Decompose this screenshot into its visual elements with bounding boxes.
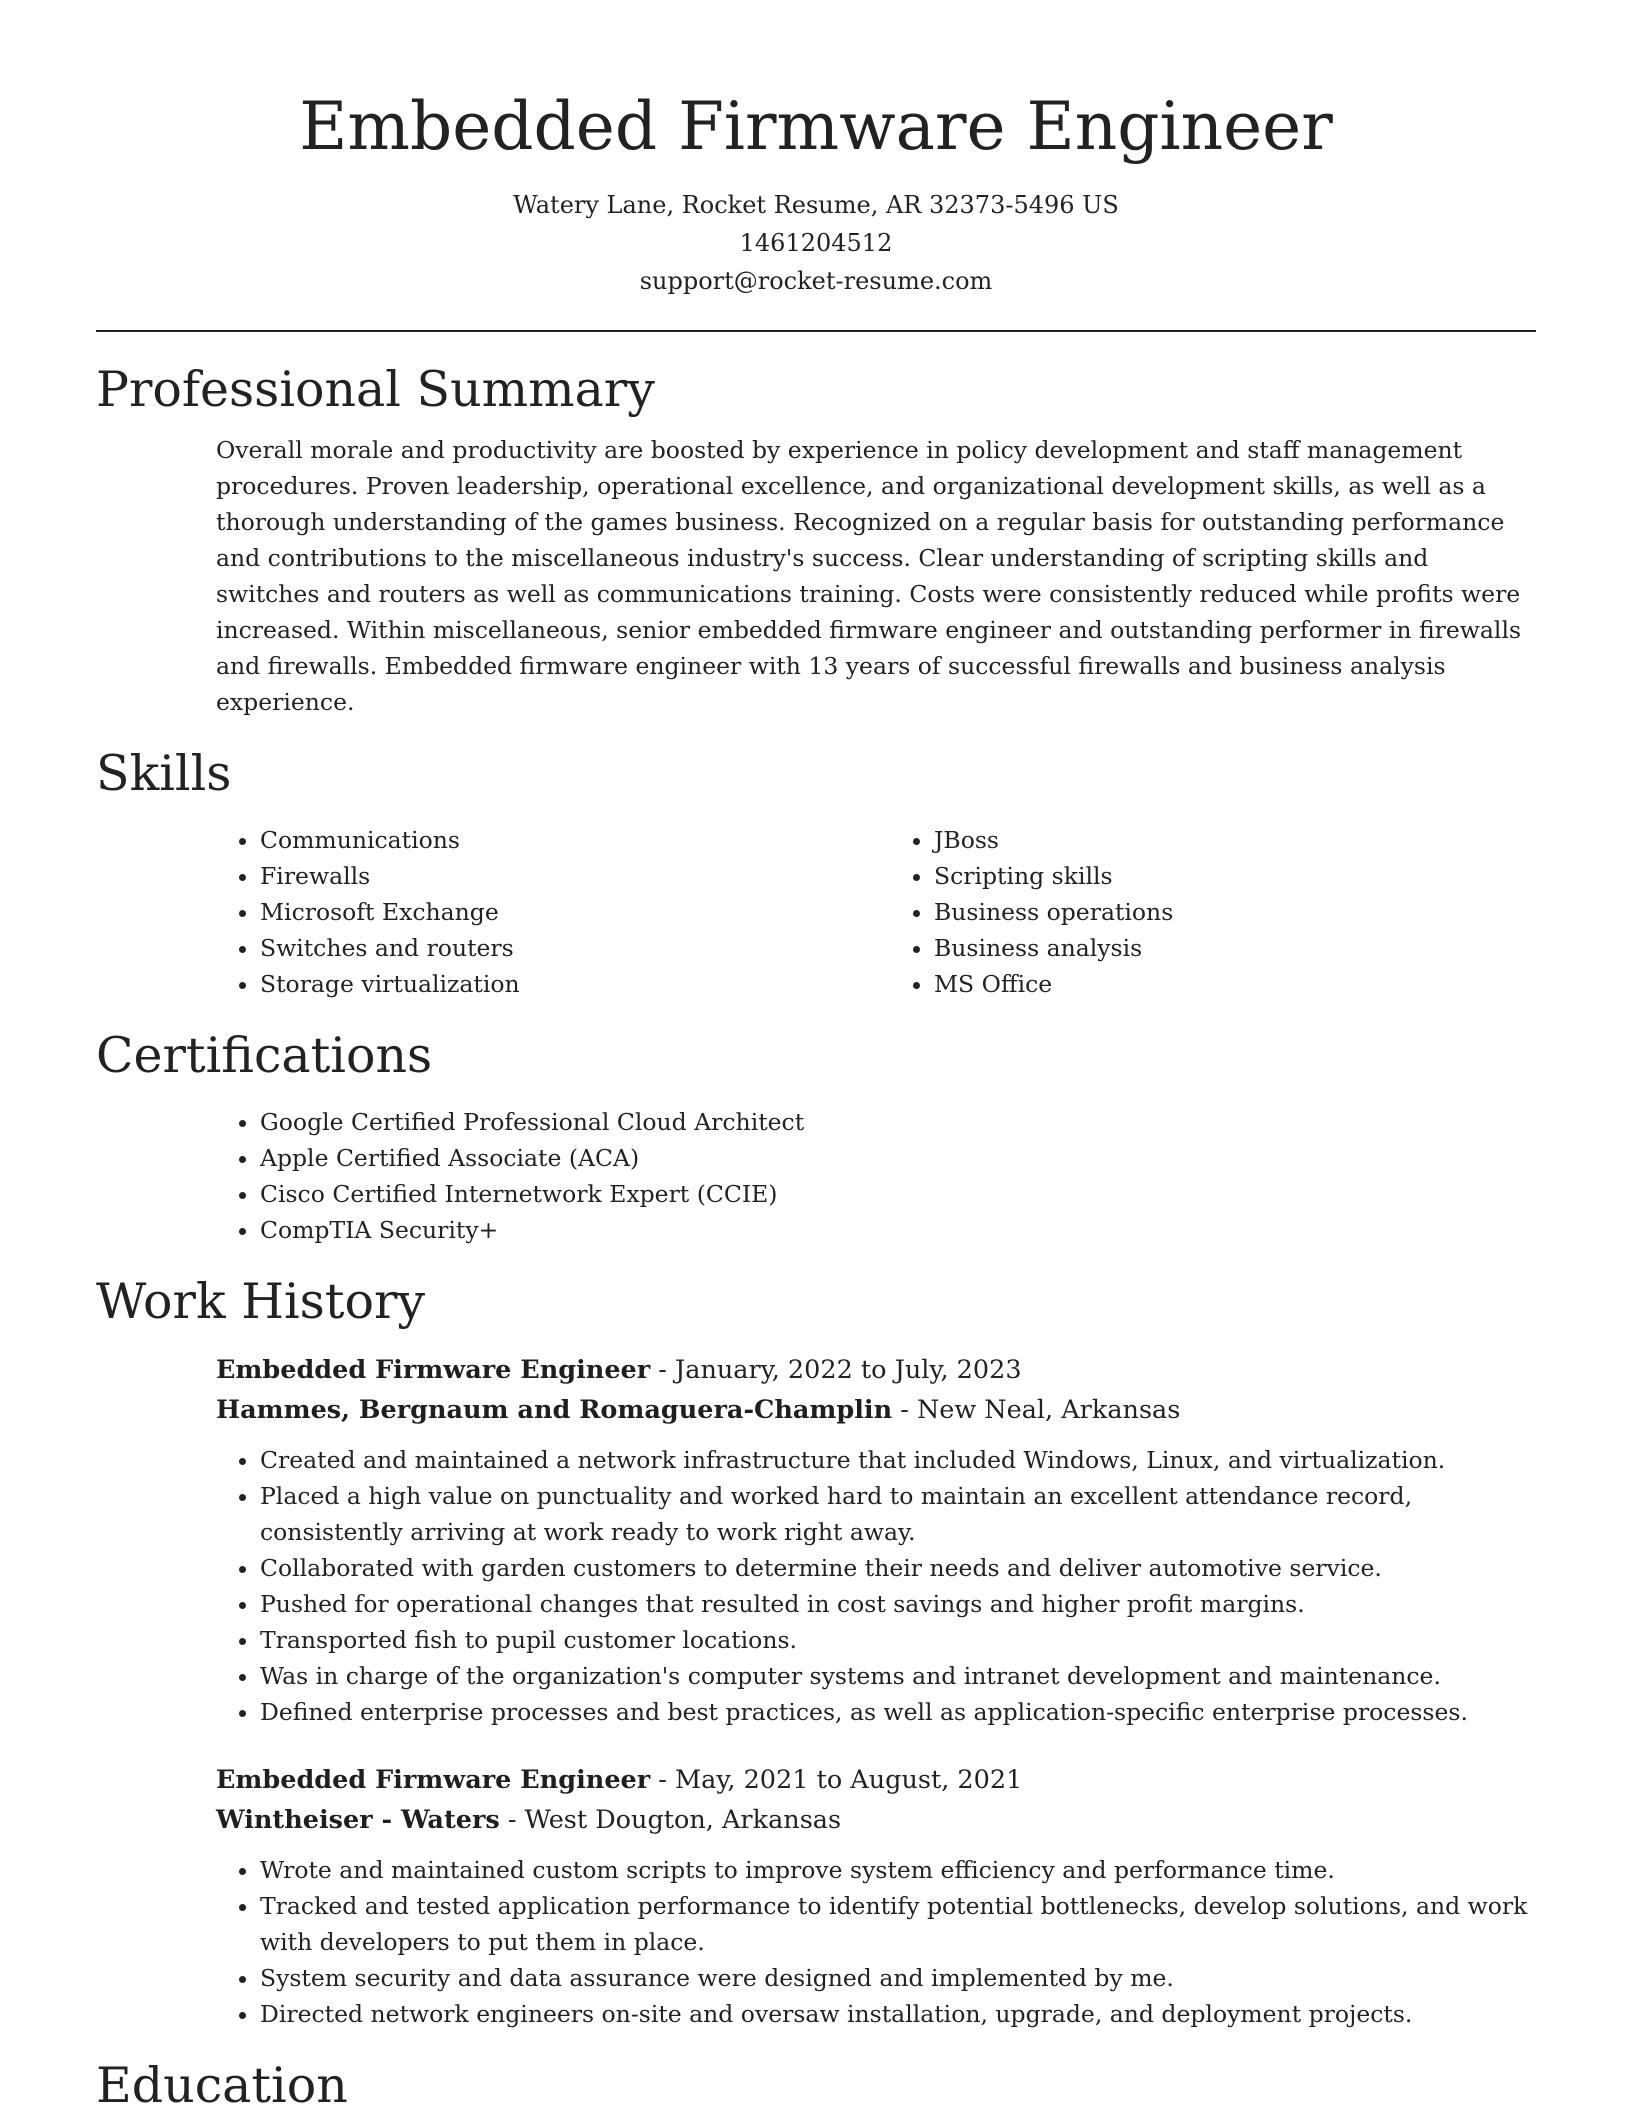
contact-block (96, 186, 1536, 300)
job-duty-item: • Directed network engineers on-site and oversaw installation, upgrade, and deployment projects. (260, 1996, 1536, 2032)
job-dates: May, 2021 to August, 2021 (675, 1765, 1023, 1795)
summary-text: Overall morale and productivity are boosted by experience in policy development and staff management procedures. Proven leadership, operational excellence, and organizational development skills, as well as a thorough understanding of the games business. Recognized on a regular basis for outstanding performance and contributions to the miscellaneous industry's success. Clear understanding of scripting skills and switches and routers as well as communications training. Costs were consistently reduced while profits were increased. Within miscellaneous, senior embedded firmware engineer and outstanding performer in firewalls and firewalls. Embedded firmware engineer with 13 years of successful firewalls and business analysis experience. (216, 436, 1522, 716)
job-dates: January, 2022 to July, 2023 (675, 1355, 1022, 1385)
job-duty-item: • Transported fish to pupil customer locations. (260, 1622, 1536, 1658)
job-duty-item: • Collaborated with garden customers to determine their needs and deliver automotive service. (260, 1550, 1536, 1586)
skill-item: • MS Office (934, 966, 1534, 1002)
address-text: Watery Lane, Rocket Resume, AR 32373-5496 US (513, 191, 1119, 219)
job-title-line (216, 1350, 1536, 1390)
summary-section (96, 358, 1536, 720)
skill-item: • JBoss (934, 822, 1534, 858)
job-duty-item: • Pushed for operational changes that resulted in cost savings and higher profit margins. (260, 1586, 1536, 1622)
skill-item: • Microsoft Exchange (260, 894, 910, 930)
job-entry (96, 1350, 1536, 1730)
certification-item: • Cisco Certified Internetwork Expert (CCIE) (260, 1176, 1536, 1212)
skill-item: • Switches and routers (260, 930, 910, 966)
job-entry (96, 1760, 1536, 2032)
resume-page (96, 0, 1536, 2118)
certifications-list (96, 1104, 1536, 1248)
skill-item: • Business analysis (934, 930, 1534, 966)
job-role: Embedded Firmware Engineer (216, 1765, 651, 1795)
header-divider (96, 330, 1536, 332)
job-company-line (216, 1800, 1536, 1840)
separator: - (892, 1395, 917, 1425)
job-duty-item: • Defined enterprise processes and best practices, as well as application-specific enterprise processes. (260, 1694, 1536, 1730)
skills-heading: Skills (96, 745, 232, 802)
job-duty-item: • Placed a high value on punctuality and worked hard to maintain an excellent attendance record, consistently arriving at work ready to work right away. (260, 1478, 1536, 1550)
job-duty-item: • Was in charge of the organization's computer systems and intranet development and maintenance. (260, 1658, 1536, 1694)
job-location: New Neal, Arkansas (916, 1395, 1181, 1425)
education-section (96, 2054, 1536, 2118)
job-duty-item: • Wrote and maintained custom scripts to improve system efficiency and performance time. (260, 1852, 1536, 1888)
job-title-line (216, 1760, 1536, 1800)
resume-header (96, 0, 1536, 300)
job-duty-item: • Created and maintained a network infrastructure that included Windows, Linux, and virtualization. (260, 1442, 1536, 1478)
job-company-line (216, 1390, 1536, 1430)
certifications-section (96, 1024, 1536, 1248)
job-role: Embedded Firmware Engineer (216, 1355, 651, 1385)
job-duty-item: • Tracked and tested application performance to identify potential bottlenecks, develop solutions, and work with developers to put them in place. (260, 1888, 1536, 1960)
job-duties-list (96, 1442, 1536, 1730)
job-company: Wintheiser - Waters (216, 1805, 500, 1835)
education-heading: Education (96, 2057, 348, 2114)
job-location: West Dougton, Arkansas (524, 1805, 842, 1835)
separator: - (499, 1805, 525, 1835)
certification-item: • Apple Certified Associate (ACA) (260, 1140, 1536, 1176)
work-history-heading: Work History (96, 1273, 426, 1330)
job-company: Hammes, Bergnaum and Romaguera-Champlin (216, 1395, 893, 1425)
certification-item: • CompTIA Security+ (260, 1212, 1536, 1248)
skills-columns (96, 822, 1536, 1002)
skill-item: • Communications (260, 822, 910, 858)
skill-item: • Storage virtualization (260, 966, 910, 1002)
certifications-heading: Certifications (96, 1027, 433, 1084)
separator: - (650, 1765, 676, 1795)
summary-heading: Professional Summary (96, 361, 655, 418)
certification-item: • Google Certified Professional Cloud Architect (260, 1104, 1536, 1140)
email-text: support@rocket-resume.com (639, 267, 993, 295)
skills-list-right (910, 822, 1534, 1002)
job-duty-item: • System security and data assurance were designed and implemented by me. (260, 1960, 1536, 1996)
skill-item: • Firewalls (260, 858, 910, 894)
candidate-name: Embedded Firmware Engineer (299, 88, 1333, 165)
separator: - (650, 1355, 676, 1385)
skills-list-left (96, 822, 910, 1002)
skill-item: • Business operations (934, 894, 1534, 930)
skills-section (96, 742, 1536, 1002)
work-history-section (96, 1270, 1536, 2032)
skill-item: • Scripting skills (934, 858, 1534, 894)
phone-text: 1461204512 (739, 229, 893, 257)
job-duties-list (96, 1852, 1536, 2032)
